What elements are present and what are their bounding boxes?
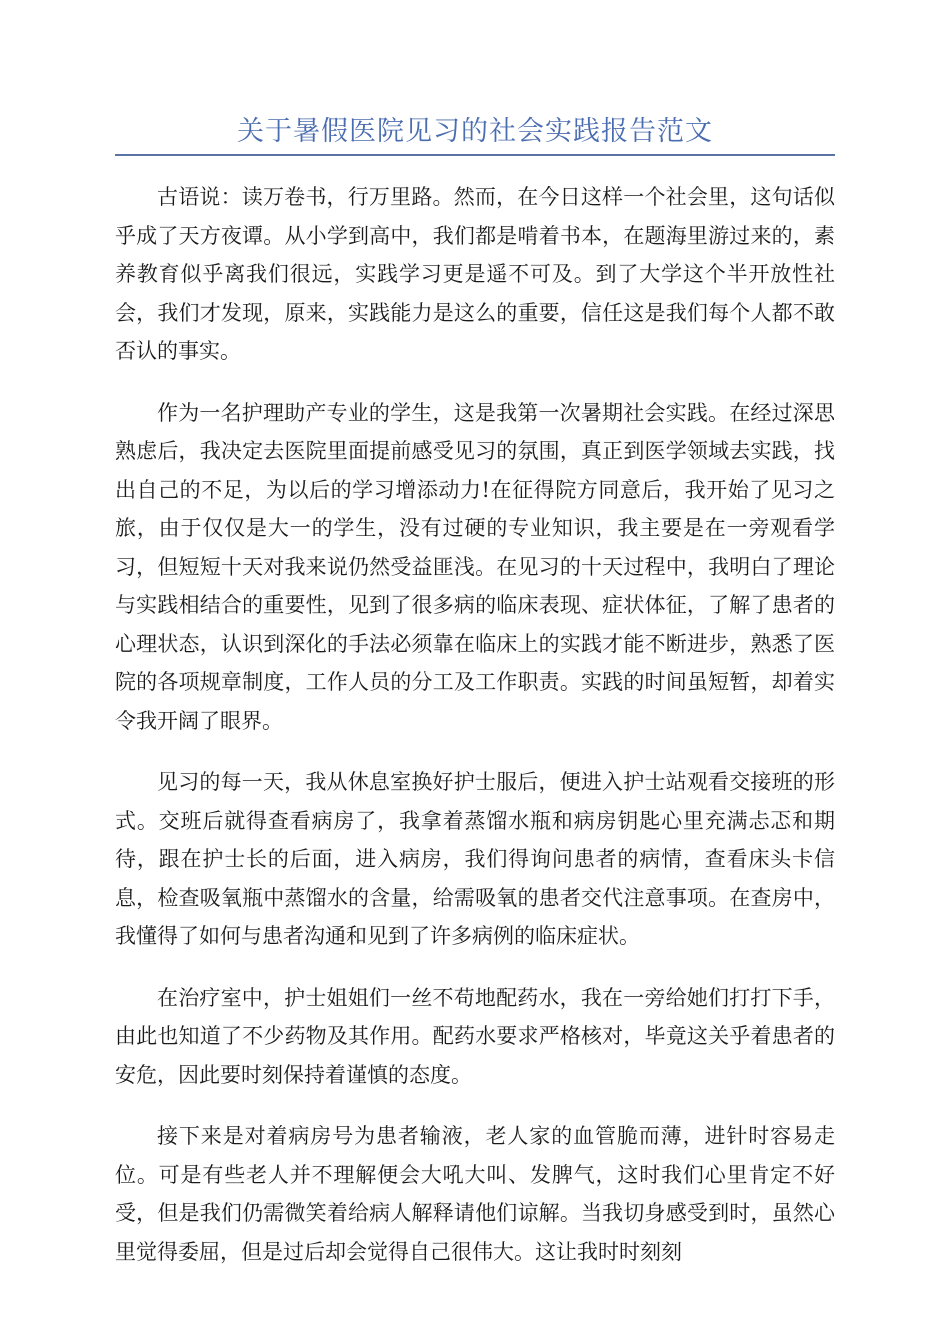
title-block — [115, 112, 835, 156]
paragraph-5: 接下来是对着病房号为患者输液，老人家的血管脆而薄，进针时容易走位。可是有些老人并不理解便会大吼大叫、发脾气，这时我们心里肯定不好受，但是我们仍需微笑着给病人解释请他们谅解。当我切身感受到时，虽然心里觉得委屈，但是过后却会觉得自己很伟大。这让我时时刻刻 — [115, 1124, 835, 1264]
page-title: 关于暑假医院见习的社会实践报告范文 — [237, 116, 713, 147]
paragraph-1: 古语说：读万卷书，行万里路。然而，在今日这样一个社会里，这句话似乎成了天方夜谭。从小学到高中，我们都是啃着书本，在题海里游过来的，素养教育似乎离我们很远，实践学习更是遥不可及。到了大学这个半开放性社会，我们才发现，原来，实践能力是这么的重要，信任这是我们每个人都不敢否认的事实。 — [115, 185, 835, 363]
paragraph-4: 在治疗室中，护士姐姐们一丝不苟地配药水，我在一旁给她们打打下手，由此也知道了不少药物及其作用。配药水要求严格核对，毕竟这关乎着患者的安危，因此要时刻保持着谨慎的态度。 — [115, 985, 835, 1087]
paragraph-2: 作为一名护理助产专业的学生，这是我第一次暑期社会实践。在经过深思熟虑后，我决定去医院里面提前感受见习的氛围，真正到医学领域去实践，找出自己的不足，为以后的学习增添动力!在征得院方同意后，我开始了见习之旅，由于仅仅是大一的学生，没有过硬的专业知识，我主要是在一旁观看学习，但短短十天对我来说仍然受益匪浅。在见习的十天过程中，我明白了理论与实践相结合的重要性，见到了很多病的临床表现、症状体征，了解了患者的心理状态，认识到深化的手法必须靠在临床上的实践才能不断进步，熟悉了医院的各项规章制度，工作人员的分工及工作职责。实践的时间虽短暂，却着实令我开阔了眼界。 — [115, 400, 835, 733]
paragraph-3: 见习的每一天，我从休息室换好护士服后，便进入护士站观看交接班的形式。交班后就得查看病房了，我拿着蒸馏水瓶和病房钥匙心里充满忐忑和期待，跟在护士长的后面，进入病房，我们得询问患者的病情，查看床头卡信息，检查吸氧瓶中蒸馏水的含量，给需吸氧的患者交代注意事项。在查房中，我懂得了如何与患者沟通和见到了许多病例的临床症状。 — [115, 770, 835, 948]
document-body — [115, 178, 835, 1294]
